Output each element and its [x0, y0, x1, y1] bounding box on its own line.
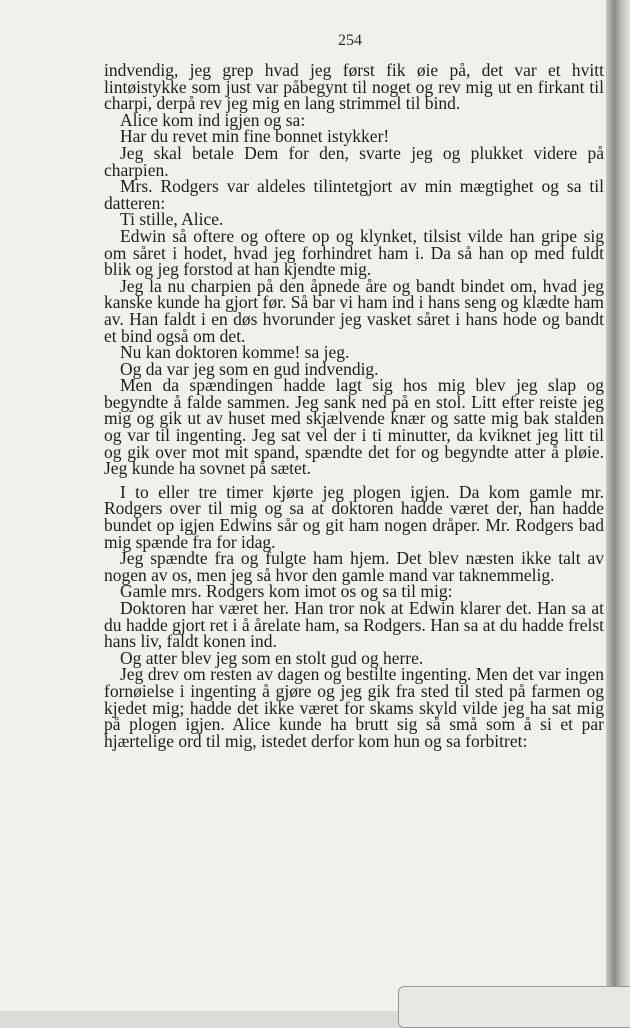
paragraph: Og atter blev jeg som en stolt gud og herre. [120, 647, 424, 668]
paragraph: Alice kom ind igjen og sa: [120, 109, 306, 130]
page-number: 254 [338, 32, 362, 49]
paragraph: Jeg spændte fra og fulgte ham hjem. Det blev næsten ikke talt av nogen av os, men jeg så hvor den gamle mand var taknemmelig. [104, 548, 604, 585]
paragraph: Gamle mrs. Rodgers kom imot os og sa til mig: [120, 581, 453, 602]
paragraph: Og da var jeg som en gud indvendig. [120, 358, 379, 379]
paragraph: Jeg drev om resten av dagen og bestilte ingenting. Men det var ingen fornøielse i ingenting å gjøre og jeg gik fra sted til sted på farmen og kjedet mig; hadde det ikke været for skams skyld vilde jeg ha sat mig på plogen igjen. Alice kunde ha brutt sig så små som å si et par hjærtelige ord til mig, istedet derfor kom hun og sa forbitret: [104, 664, 604, 751]
paragraph: Edwin så oftere og oftere op og klynket, tilsist vilde han gripe sig om såret i hodet, hvad jeg forhindret ham i. Da så han op med fuldt blik og jeg forstod at han kjendte mig. [104, 225, 604, 280]
paragraph: indvendig, jeg grep hvad jeg først fik øie på, det var et hvitt lintøistykke som just var påbegynt til noget og rev mig ut en firkant til charpi, derpå rev jeg mig en lang strimmel til bind. [104, 60, 604, 114]
body-text [104, 62, 604, 749]
paragraph: Ti stille, Alice. [120, 209, 224, 230]
bookmark-tab [398, 986, 630, 1028]
paragraph: Men da spændingen hadde lagt sig hos mig blev jeg slap og begyndte å falde sammen. Jeg sank ned på en stol. Litt efter reiste jeg mig og gik ut av huset med skjælvende knær og satte mig bak stalden og var til ingenting. Jeg sat vel der i ti minutter, da kviknet jeg litt til og gik over mot mit spand, spændte det for og begyndte atter å pløie. Jeg kunde ha sovnet på sætet. [104, 375, 604, 479]
paragraph: Nu kan doktoren komme! sa jeg. [120, 342, 350, 363]
paragraph: Mrs. Rodgers var aldeles tilintetgjort av min mægtighet og sa til datteren: [104, 176, 604, 213]
paragraph: Jeg skal betale Dem for den, svarte jeg og plukket videre på charpien. [104, 142, 604, 180]
page-edge-shadow [606, 0, 630, 1011]
paragraph: Doktoren har været her. Han tror nok at Edwin klarer det. Han sa at du hadde gjort ret i å årelate ham, sa Rodgers. Han sa at du hadde frelst hans liv, faldt konen ind. [104, 598, 604, 652]
paragraph: I to eller tre timer kjørte jeg plogen igjen. Da kom gamle mr. Rodgers over til mig og sa at doktoren hadde været der, han hadde bundet op igjen Edwins sår og git ham nogen dråper. Mr. Rodgers bad mig spænde fra for idag. [104, 481, 604, 552]
paragraph: Har du revet min fine bonnet istykker! [120, 126, 390, 147]
paragraph: Jeg la nu charpien på den åpnede åre og bandt bindet om, hvad jeg kanske kunde ha gjort før. Så bar vi ham ind i hans seng og klædte ham av. Han faldt i en døs hvorunder jeg vasket såret i hans hode og bandt et bind også om det. [104, 275, 604, 346]
